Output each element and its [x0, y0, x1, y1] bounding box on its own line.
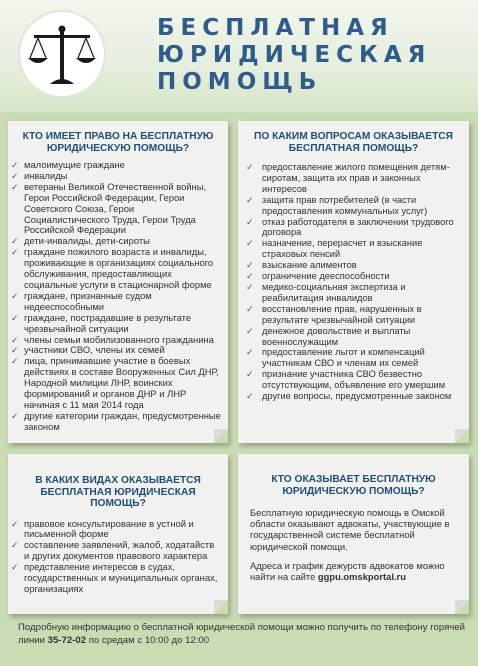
checkmark-icon: ✓	[11, 181, 19, 192]
list-item	[238, 271, 463, 282]
title-line: ЮРИДИЧЕСКАЯ	[157, 42, 432, 68]
title-line: ПОМОЩЬ	[157, 69, 323, 95]
checkmark-icon: ✓	[11, 345, 19, 356]
list-item-text: инвалиды	[24, 169, 68, 181]
checkmark-icon: ✓	[11, 334, 19, 345]
provider-panel	[238, 454, 469, 614]
list-item-text: отказ работодателя в заключении трудового договора	[262, 216, 454, 238]
kinds-title: В КАКИХ ВИДАХ ОКАЗЫВАЕТСЯ БЕСПЛАТНАЯ ЮРИДИЧЕСКАЯ ПОМОЩЬ?	[35, 475, 201, 509]
list-item	[238, 326, 463, 348]
list-item-text: граждане пожилого возраста и инвалиды, проживающие в организациях социального обслуживания, предоставляющих социальные услуги в стационарной форме	[24, 246, 214, 290]
list-item	[8, 247, 222, 291]
checkmark-icon: ✓	[246, 216, 254, 227]
checkmark-icon: ✓	[246, 194, 254, 205]
checkmark-icon: ✓	[246, 260, 254, 271]
footer-note	[8, 622, 478, 647]
list-item-text: предоставление льгот и компенсаций участникам СВО и членам их семей	[262, 347, 425, 369]
list-item-text: граждане, пострадавшие в результате чрезвычайной ситуации	[24, 311, 192, 334]
checkmark-icon: ✓	[246, 238, 254, 249]
list-item-text: ограничение дееспособности	[262, 271, 390, 282]
list-item-text: правовое консультирование в устной и письменной форме	[24, 517, 194, 540]
list-item-text: граждане, признанные судом недееспособными	[24, 289, 152, 312]
scales-of-justice-icon	[20, 12, 104, 96]
who-eligible-list	[8, 160, 228, 433]
checkmark-icon: ✓	[11, 356, 19, 367]
list-item-text: ветераны Великой Отечественной войны, Герои Российской Федерации, Герои Советского Союза, Герои Социалистического Труда, Герои Труда Российской Федерации	[24, 180, 207, 236]
list-item	[238, 369, 463, 391]
list-item-text: другие категории граждан, предусмотренные законом	[24, 409, 221, 432]
questions-list	[238, 162, 469, 402]
list-item-text: защита прав потребителей (в части предоставления коммунальных услуг)	[262, 194, 428, 216]
list-item-text: признание участника СВО безвестно отсутствующим, объявление его умершим	[262, 369, 446, 391]
checkmark-icon: ✓	[11, 290, 19, 301]
list-item	[238, 217, 463, 239]
checkmark-icon: ✓	[11, 312, 19, 323]
checkmark-icon: ✓	[246, 303, 254, 314]
provider-paragraph-site	[250, 560, 459, 582]
checkmark-icon: ✓	[246, 281, 254, 292]
checkmark-icon: ✓	[246, 325, 254, 336]
provider-site-prefix: Адреса и график дежурств адвокатов можно найти на сайте	[250, 559, 445, 583]
checkmark-icon: ✓	[11, 410, 19, 421]
list-item	[8, 540, 222, 562]
provider-title: КТО ОКАЗЫВАЕТ БЕСПЛАТНУЮ ЮРИДИЧЕСКУЮ ПОМОЩЬ?	[271, 474, 436, 497]
checkmark-icon: ✓	[246, 391, 254, 402]
list-item-text: представление интересов в судах, государственных и муниципальных органах, организациях	[24, 561, 218, 594]
kinds-panel	[8, 454, 228, 614]
checkmark-icon: ✓	[246, 347, 254, 358]
list-item	[8, 313, 222, 335]
page-title	[157, 15, 431, 96]
list-item	[238, 238, 463, 260]
list-item-text: другие вопросы, предусмотренные законом	[262, 391, 452, 402]
list-item-text: назначение, перерасчет и взыскание страховых пенсий	[262, 238, 423, 260]
list-item-text: члены семьи мобилизованного гражданина	[24, 333, 214, 345]
list-item	[238, 260, 463, 271]
checkmark-icon: ✓	[246, 271, 254, 282]
provider-site-link[interactable]: ggpu.omskportal.ru	[317, 571, 406, 583]
list-item	[8, 519, 222, 541]
list-item-text: лица, принимавшие участие в боевых действиях в составе Вооруженных Сил ДНР, Народной милиции ЛНР, воинских формирований и органов ДНР и ЛНР начиная с 11 мая 2014 года	[24, 355, 219, 410]
list-item-text: малоимущие граждане	[24, 159, 125, 170]
list-item	[238, 347, 463, 369]
who-eligible-title: КТО ИМЕЕТ ПРАВО НА БЕСПЛАТНУЮ ЮРИДИЧЕСКУЮ ПОМОЩЬ?	[22, 131, 214, 154]
list-item-text: предоставление жилого помещения детям-сиротам, защита их прав и законных интересов	[262, 162, 450, 194]
questions-panel	[238, 121, 469, 443]
list-item	[8, 411, 222, 433]
list-item	[238, 162, 463, 195]
list-item-text: дети-инвалиды, дети-сироты	[24, 235, 150, 247]
list-item	[8, 356, 222, 411]
who-eligible-panel	[8, 121, 228, 443]
checkmark-icon: ✓	[11, 247, 19, 258]
list-item-text: восстановление прав, нарушенных в результате чрезвычайной ситуации	[262, 303, 422, 325]
list-item	[8, 562, 222, 595]
provider-paragraph: Бесплатную юридическую помощь в Омской области оказывают адвокаты, участвующие в государственной системе бесплатной юридической помощи.	[250, 507, 450, 552]
list-item	[238, 391, 463, 402]
checkmark-icon: ✓	[11, 562, 19, 573]
title-line: БЕСПЛАТНАЯ	[157, 15, 394, 41]
list-item	[238, 304, 463, 326]
checkmark-icon: ✓	[11, 236, 19, 247]
list-item	[238, 195, 463, 217]
footer-text: Подробную информацию о бесплатной юридической помощи можно получить по телефону горячей линии	[18, 622, 465, 646]
list-item-text: взыскание алиментов	[262, 260, 357, 271]
provider-body	[238, 507, 469, 582]
checkmark-icon: ✓	[246, 162, 254, 172]
kinds-list	[8, 519, 228, 595]
list-item-text: составление заявлений, жалоб, ходатайств и других документов правового характера	[24, 539, 215, 562]
questions-title: ПО КАКИМ ВОПРОСАМ ОКАЗЫВАЕТСЯ БЕСПЛАТНАЯ ПОМОЩЬ?	[254, 131, 453, 154]
checkmark-icon: ✓	[11, 160, 19, 170]
checkmark-icon: ✓	[246, 369, 254, 380]
list-item-text: денежное довольствие и выплаты военнослужащим	[262, 325, 411, 347]
list-item-text: медико-социальная экспертиза и реабилитация инвалидов	[262, 281, 406, 303]
list-item	[8, 291, 222, 313]
list-item	[8, 182, 222, 237]
header-banner	[0, 0, 478, 112]
checkmark-icon: ✓	[11, 170, 19, 181]
checkmark-icon: ✓	[11, 540, 19, 551]
footer-schedule: по средам с 10:00 до 12:00	[86, 634, 210, 646]
checkmark-icon: ✓	[11, 518, 19, 529]
hotline-phone: 35-72-02	[47, 634, 87, 646]
list-item-text: участники СВО, члены их семей	[24, 344, 165, 356]
list-item	[238, 282, 463, 304]
